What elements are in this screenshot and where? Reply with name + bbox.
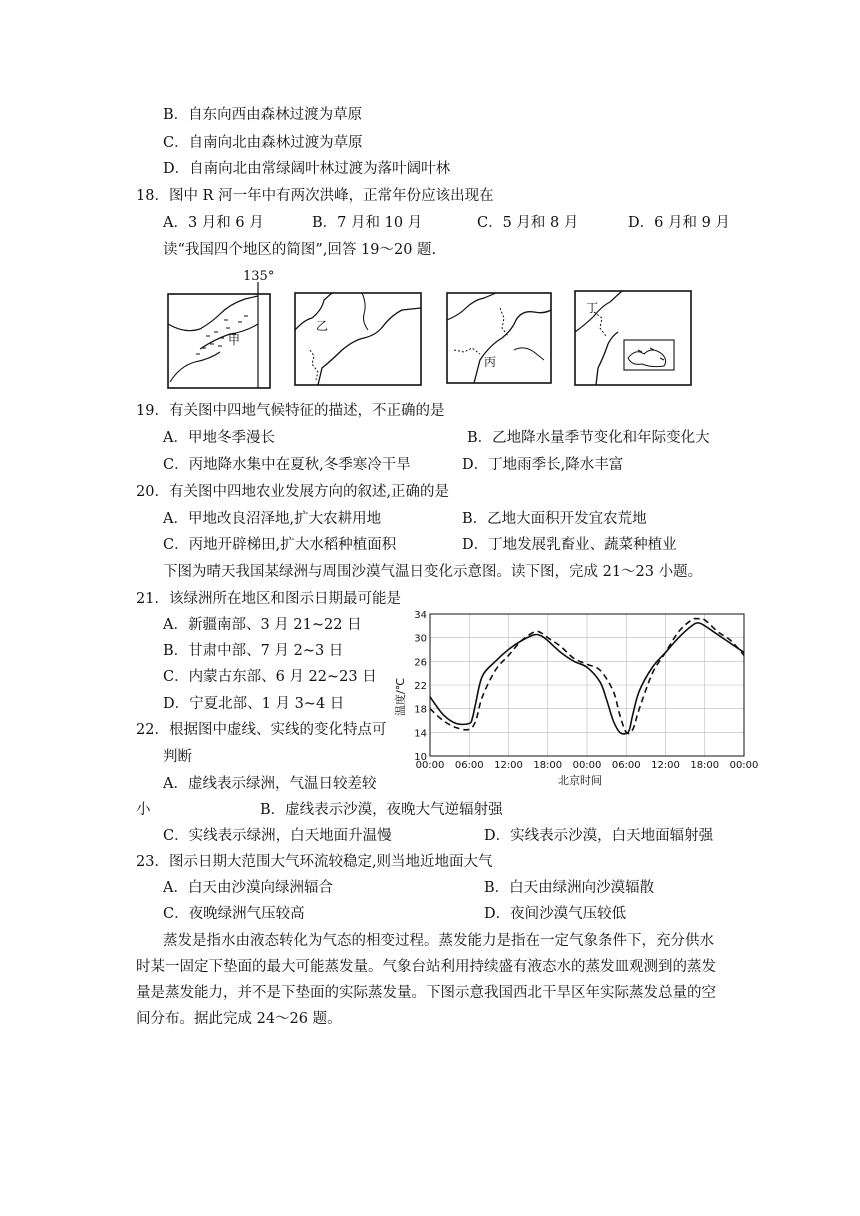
passage-line-1: 蒸发是指水由液态转化为气态的相变过程。蒸发能力是指在一定气象条件下，充分供水 xyxy=(163,933,714,949)
q19-option-c: C．丙地降水集中在夏秋,冬季寒冷干旱 xyxy=(163,457,411,473)
map-label-135: 135° xyxy=(243,269,275,284)
q18-option-b: B．7 月和 10 月 xyxy=(312,215,423,231)
q20-stem: 20．有关图中四地农业发展方向的叙述,正确的是 xyxy=(136,484,450,500)
chart-y-tick-label: 30 xyxy=(414,633,427,645)
map-jia xyxy=(160,269,276,390)
chart-x-tick-label: 06:00 xyxy=(454,760,484,771)
q21-option-b: B．甘肃中部、7 月 2~3 日 xyxy=(163,643,344,659)
q22-option-a-line2: 小 xyxy=(136,802,151,818)
chart-x-tick-label: 00:00 xyxy=(572,760,602,771)
chart-x-axis-label: 北京时间 xyxy=(558,774,602,787)
q18-stem: 18．图中 R 河一年中有两次洪峰，正常年份应该出现在 xyxy=(136,188,494,204)
chart-y-tick-label: 26 xyxy=(414,657,427,669)
q18-option-a: A．3 月和 6 月 xyxy=(163,215,264,231)
q18-option-c: C．5 月和 8 月 xyxy=(477,215,579,231)
chart-y-tick-label: 10 xyxy=(414,752,427,763)
q20-option-c: C．丙地开辟梯田,扩大水稻种植面积 xyxy=(163,537,397,553)
q23-stem: 23．图示日期大范围大气环流较稳定,则当地近地面大气 xyxy=(136,854,493,870)
temperature-chart xyxy=(394,606,759,787)
q20-option-a: A．甲地改良沼泽地,扩大农耕用地 xyxy=(163,511,382,527)
q21-option-d: D．宁夏北部、1 月 3~4 日 xyxy=(163,696,345,712)
map-ding xyxy=(572,288,694,388)
q18-option-d: D．6 月和 9 月 xyxy=(628,215,730,231)
passage-line-4: 间分布。据此完成 24～26 题。 xyxy=(136,1011,342,1027)
q21-option-c: C．内蒙古东部、6 月 22~23 日 xyxy=(163,669,377,685)
q22-option-a-line1: A．虚线表示绿洲，气温日较差较 xyxy=(163,776,377,792)
map-bing xyxy=(444,290,554,386)
q17-option-c: C．自南向北由森林过渡为草原 xyxy=(163,135,363,151)
q22-option-b: B．虚线表示沙漠，夜晚大气逆辐射强 xyxy=(260,802,503,818)
chart-x-tick-label: 00:00 xyxy=(729,760,759,771)
chart-y-tick-label: 22 xyxy=(414,681,427,692)
q23-option-a: A．白天由沙漠向绿洲辐合 xyxy=(163,880,333,896)
chart-x-tick-label: 12:00 xyxy=(651,760,680,771)
q22-stem-line2: 判断 xyxy=(163,749,192,765)
q17-option-d: D．自南向北由常绿阔叶林过渡为落叶阔叶林 xyxy=(163,161,451,177)
chart-y-axis-label: 温度/℃ xyxy=(394,677,407,716)
intro-19-20: 读“我国四个地区的简图”,回答 19～20 题. xyxy=(163,242,437,258)
chart-y-tick-label: 14 xyxy=(414,728,427,740)
q22-option-c: C．实线表示绿洲，白天地面升温慢 xyxy=(163,828,392,844)
map-label-ding: 丁 xyxy=(586,301,599,315)
chart-x-tick-label: 12:00 xyxy=(494,760,523,771)
q19-option-b: B．乙地降水量季节变化和年际变化大 xyxy=(467,430,710,446)
q19-stem: 19．有关图中四地气候特征的描述，不正确的是 xyxy=(136,403,445,419)
map-label-jia: 甲 xyxy=(228,333,241,347)
q17-option-b: B．自东向西由森林过渡为草原 xyxy=(163,107,363,123)
chart-x-tick-label: 18:00 xyxy=(690,760,720,771)
q20-option-d: D．丁地发展乳畜业、蔬菜种植业 xyxy=(462,537,677,553)
q21-option-a: A．新疆南部、3 月 21~22 日 xyxy=(163,617,362,633)
chart-y-tick-label: 34 xyxy=(414,610,427,621)
q23-option-c: C．夜晚绿洲气压较高 xyxy=(163,906,305,922)
map-bing-svg xyxy=(444,290,554,386)
q23-option-d: D．夜间沙漠气压较低 xyxy=(484,906,627,922)
q22-option-d: D．实线表示沙漠，白天地面辐射强 xyxy=(484,828,714,844)
q19-option-d: D．丁地雨季长,降水丰富 xyxy=(462,457,624,473)
temperature-chart-svg xyxy=(394,606,759,787)
q20-option-b: B．乙地大面积开发宜农荒地 xyxy=(462,511,647,527)
chart-x-tick-label: 06:00 xyxy=(611,760,641,771)
passage-line-3: 量是蒸发能力，并不是下垫面的实际蒸发量。下图示意我国西北干旱区年实际蒸发总量的空 xyxy=(136,985,716,1001)
map-yi-svg xyxy=(292,290,424,388)
q21-stem: 21．该绿洲所在地区和图示日期最可能是 xyxy=(136,591,401,607)
q19-option-a: A．甲地冬季漫长 xyxy=(163,430,275,446)
map-label-bing: 丙 xyxy=(484,355,497,369)
intro-21-23: 下图为晴天我国某绿洲与周围沙漠气温日变化示意图。读下图，完成 21～23 小题。 xyxy=(163,564,703,580)
chart-x-tick-label: 18:00 xyxy=(533,760,563,771)
map-label-yi: 乙 xyxy=(316,319,329,333)
chart-x-tick-label: 00:00 xyxy=(415,760,445,771)
chart-y-tick-label: 18 xyxy=(414,704,427,716)
map-ding-svg xyxy=(572,288,694,388)
passage-line-2: 时某一固定下垫面的最大可能蒸发量。气象台站利用持续盛有液态水的蒸发皿观测到的蒸发 xyxy=(136,959,716,975)
q22-stem-line1: 22．根据图中虚线、实线的变化特点可 xyxy=(136,722,387,738)
map-jia-svg xyxy=(160,269,276,390)
map-yi xyxy=(292,290,424,388)
q23-option-b: B．白天由绿洲向沙漠辐散 xyxy=(484,880,655,896)
